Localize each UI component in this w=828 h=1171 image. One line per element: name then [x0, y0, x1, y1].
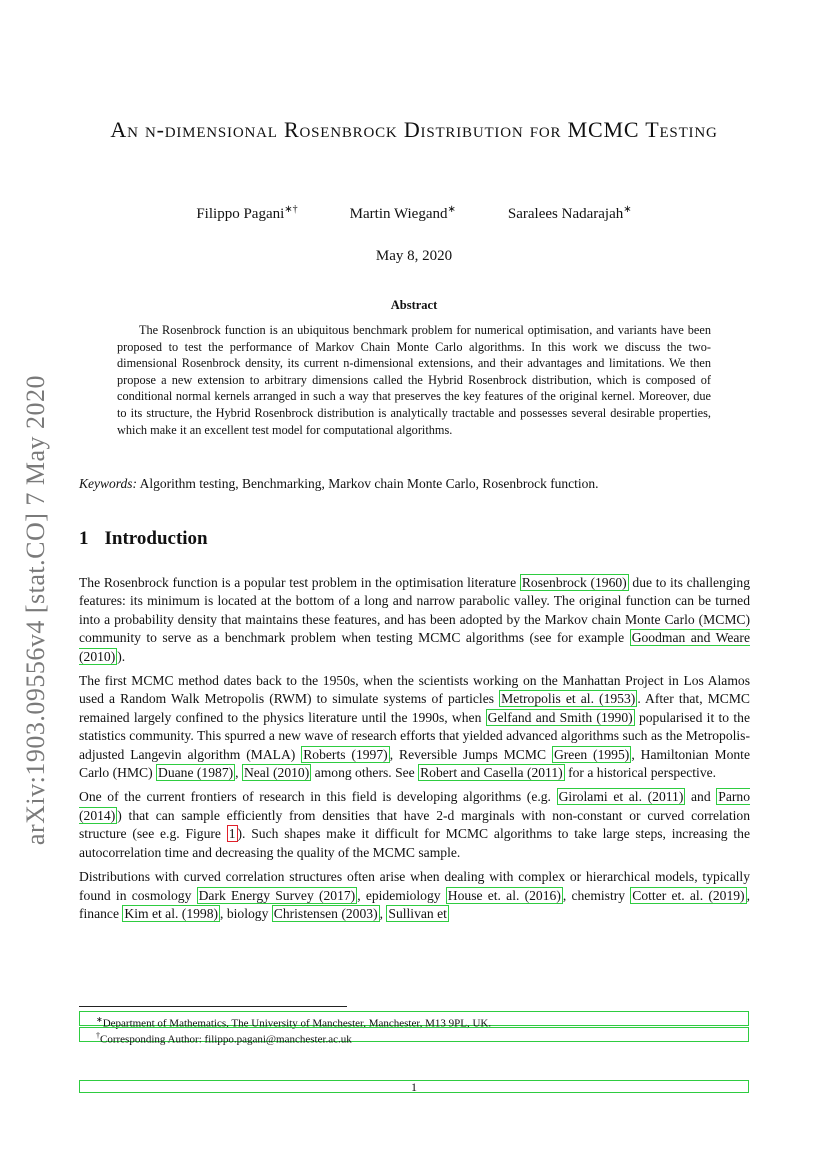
paper-date: May 8, 2020 [375, 248, 453, 264]
text-run: , [379, 905, 387, 921]
keywords-label: Keywords: [79, 476, 137, 491]
text-run: and [685, 789, 717, 805]
arxiv-stamp [12, 350, 60, 870]
author-marks: ∗† [284, 204, 298, 215]
text-run: among others. See [311, 765, 419, 781]
citation-link[interactable]: Neal (2010) [243, 765, 310, 781]
text-run: popularised it to the statistics community. This spurred a new wave of research efforts that yielded advanced algorithms such as the Metropolis-adjusted Langevin algorithm (MALA) [79, 709, 750, 762]
citation-link[interactable]: Parno (2014) [79, 789, 750, 823]
text-run: ) that can sample efficiently from densities that have 2-d marginals with non-constant or curved correlation structure (see e.g. Figure [79, 807, 750, 842]
citation-link[interactable]: Metropolis et al. (1953) [501, 691, 636, 707]
text-run: One of the current frontiers of research in this field is developing algorithms (e.g. [79, 789, 557, 805]
text-run: , finance [79, 887, 750, 921]
page-number[interactable]: 1 [79, 1080, 749, 1093]
footnote-mark: ∗ [96, 1015, 103, 1024]
citation-link[interactable]: Duane (1987) [158, 765, 234, 781]
body-text [79, 574, 750, 929]
text-run: , [235, 765, 242, 781]
footnote-text: Department of Mathematics, The University of Manchester, Manchester, M13 9PL, UK. [102, 1017, 492, 1030]
text-run: ). [117, 648, 126, 664]
author-name: Saralees Nadarajah [507, 206, 624, 222]
citation-link[interactable]: House et. al. (2016) [447, 887, 561, 903]
author-marks: ∗ [447, 204, 456, 215]
keywords [79, 476, 751, 492]
section-title: Introduction [104, 528, 208, 549]
citation-link[interactable]: Dark Energy Survey (2017) [198, 887, 356, 903]
footnote-text: Corresponding Author: filippo.pagani@manchester.ac.uk [100, 1033, 352, 1046]
text-run: The first MCMC method dates back to the 1950s, when the scientists working on the Manhattan Project in Los Alamos used a Random Walk Metropolis (RWM) to simulate systems of particles [79, 673, 750, 707]
citation-link[interactable]: Christensen (2003) [273, 905, 378, 921]
arxiv-stamp-text: arXiv:1903.09556v4 [stat.CO] 7 May 2020 [21, 374, 50, 846]
text-run: , chemistry [562, 887, 631, 903]
section-heading [79, 528, 208, 550]
text-run: , biology [220, 905, 272, 921]
text-run: . After that, MCMC remained largely confined to the physics literature until the 1990s, when [79, 691, 751, 725]
text-run: ). Such shapes make it difficult for MCMC algorithms to take large steps, increasing the autocorrelation time and decreasing the quality of the MCMC sample. [79, 826, 750, 860]
paragraph [79, 574, 750, 666]
citation-link[interactable]: Gelfand and Smith (1990) [487, 709, 633, 725]
footnote[interactable] [79, 1011, 749, 1030]
author [508, 204, 632, 223]
citation-link[interactable]: Girolami et al. (2011) [558, 789, 684, 805]
author [350, 204, 456, 223]
citation-link[interactable]: Cotter et. al. (2019) [632, 887, 745, 903]
citation-link[interactable]: Robert and Casella (2011) [420, 765, 563, 781]
paragraph [79, 788, 750, 862]
text-run: due to its challenging features: its minimum is located at the bottom of a long and narrow parabolic valley. The original function can be turned into a probability density that maintains these features, and has been adopted by the Markov chain Monte Carlo (MCMC) community to serve as a benchmark problem when testing MCMC algorithms (see for example [79, 575, 750, 646]
citation-link[interactable]: Rosenbrock (1960) [521, 575, 627, 590]
paragraph [79, 672, 750, 782]
abstract-text: The Rosenbrock function is an ubiquitous benchmark problem for numerical optimisation, and variants have been proposed to test the performance of Markov Chain Monte Carlo algorithms. In this work we discuss the two-dimensional Rosenbrock density, its current n-dimensional extensions, and their advantages and limitations. We then propose a new extension to arbitrary dimensions called the Hybrid Rosenbrock distribution, which is composed of conditional normal kernels arranged in such a way that preserves the key features of the original kernel. Moreover, due to its structure, the Hybrid Rosenbrock distribution is analytically tractable and possesses several desirable properties, which make it an excellent test model for computational algorithms. [117, 323, 711, 437]
section-number: 1 [79, 528, 89, 549]
text-run: Distributions with curved correlation structures often arise when dealing with complex or hierarchical models, typically found in cosmology [79, 869, 750, 903]
abstract-heading: Abstract [390, 298, 438, 312]
text-run: , epidemiology [357, 887, 446, 903]
citation-link[interactable]: Green (1995) [553, 746, 630, 762]
author-marks: ∗ [623, 204, 632, 215]
text-run: The Rosenbrock function is a popular test problem in the optimisation literature [79, 575, 520, 590]
text-run: , Reversible Jumps MCMC [389, 746, 552, 762]
paragraph [79, 868, 750, 923]
citation-link[interactable]: Goodman and Weare (2010) [79, 630, 750, 664]
text-run: , Hamiltonian Monte Carlo (HMC) [79, 746, 750, 781]
author-name: Martin Wiegand [349, 206, 448, 222]
footnote-mark: † [96, 1031, 100, 1040]
text-run: for a historical perspective. [564, 765, 717, 781]
citation-link[interactable]: Roberts (1997) [303, 746, 388, 762]
citation-link[interactable]: Sullivan et [388, 905, 447, 921]
keywords-text: Algorithm testing, Benchmarking, Markov chain Monte Carlo, Rosenbrock function. [139, 476, 599, 491]
footnote[interactable] [79, 1027, 749, 1046]
citation-link[interactable]: Kim et al. (1998) [124, 905, 219, 921]
footnote-rule [79, 1006, 347, 1007]
author-list [60, 204, 768, 223]
author-name: Filippo Pagani [196, 206, 285, 222]
author [196, 204, 297, 223]
paper-title: An n-dimensional Rosenbrock Distribution for MCMC Testing [110, 117, 718, 142]
figure-ref-link[interactable]: 1 [228, 826, 236, 842]
